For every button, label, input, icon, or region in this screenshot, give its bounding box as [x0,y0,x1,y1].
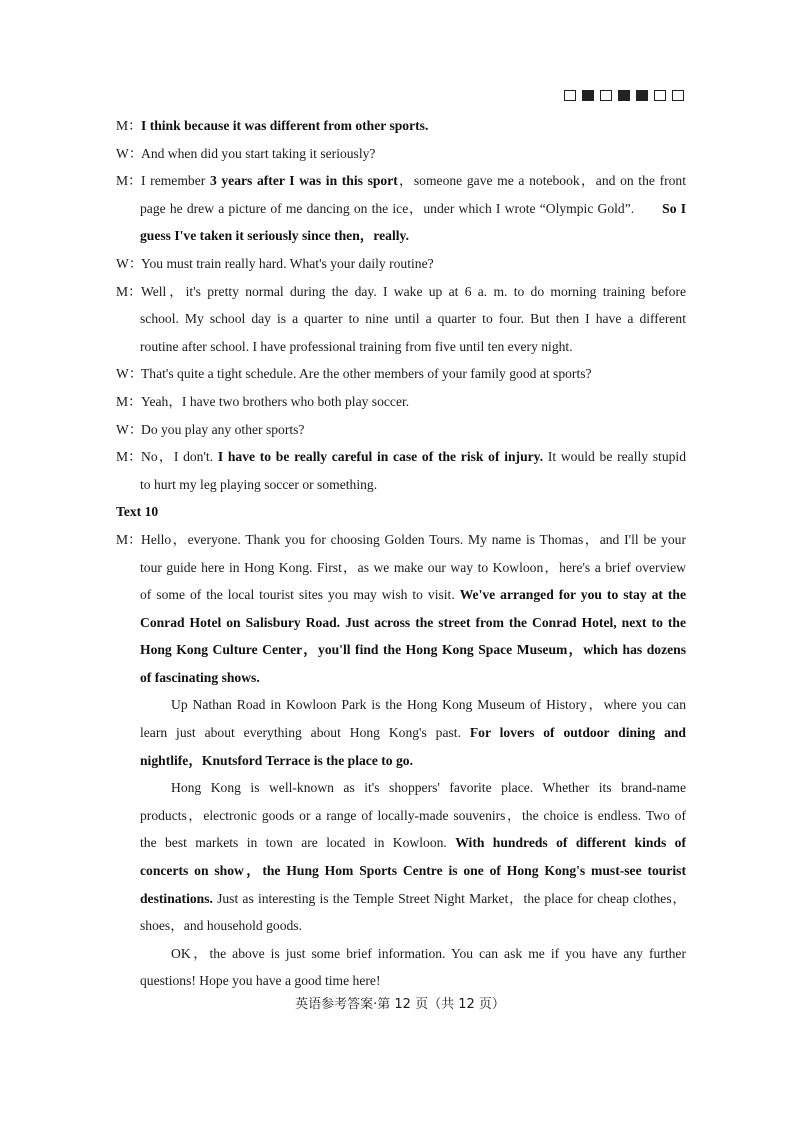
line-text: ，someone gave me a notebook，and on the front [397,173,686,189]
dialogue-line-m3-cont [116,305,686,333]
answer-highlight: We've arranged for you to stay at the [459,587,686,603]
speaker-label: M： [116,531,142,547]
answer-highlight: I have to be really careful in case of the risk of injury. [217,449,544,465]
header-square-2 [582,90,594,101]
section-heading-text: Text 10 [116,504,159,520]
header-square-6 [654,90,666,101]
header-square-4 [618,90,630,101]
answer-highlight: concerts on show，the Hung Hom Sports Centre is one of Hong Kong's must-see tourist [140,863,686,879]
dialogue-line-m3 [116,278,686,306]
line-text: And when did you start taking it seriously? [141,145,376,161]
answer-highlight: 3 years after I was in this sport [209,173,398,189]
answer-highlight: guess I've taken it seriously since then，really. [140,228,409,244]
speaker-label: W： [116,145,143,161]
line-text: questions! Hope you have a good time here! [140,973,381,989]
speaker-label: W： [116,255,143,271]
monologue-line [116,829,686,857]
monologue-line [116,526,686,554]
line-text: to hurt my leg playing soccer or something. [140,476,378,492]
speaker-label: M： [116,393,142,409]
answer-highlight: Conrad Hotel on Salisbury Road. Just across the street from the Conrad Hotel, next to the [140,614,686,630]
section-heading [116,498,686,526]
answer-highlight: nightlife，Knutsford Terrace is the place to go. [140,752,413,768]
line-text: Hello，everyone. Thank you for choosing Golden Tours. My name is Thomas，and I'll be your [141,531,686,547]
line-text: Well，it's pretty normal during the day. I wake up at 6 a. m. to do morning training before [141,283,686,299]
header-square-7 [672,90,684,101]
line-text: school. My school day is a quarter to nine until a quarter to four. But then I have a different [140,311,686,327]
dialogue-line-m5-cont [116,471,686,499]
answer-highlight: of fascinating shows. [140,669,260,685]
monologue-line [116,554,686,582]
dialogue-line-w2 [116,250,686,278]
line-text: That's quite a tight schedule. Are the other members of your family good at sports? [141,366,592,382]
monologue-line [116,719,686,747]
monologue-line [116,774,686,802]
line-text: Just as interesting is the Temple Street Night Market，the place for cheap clothes， [212,890,686,906]
monologue-line [116,912,686,940]
line-text: Yeah，I have two brothers who both play soccer. [141,393,410,409]
line-text: learn just about everything about Hong Kong's past. [140,725,470,741]
dialogue-line-m3-cont [116,333,686,361]
answer-highlight: I think because it was different from other sports. [141,118,429,133]
line-text: It would be really stupid [543,449,686,465]
monologue-line [116,802,686,830]
monologue-line [116,967,686,995]
dialogue-line-w4 [116,416,686,444]
line-text: Up Nathan Road in Kowloon Park is the Hong Kong Museum of History，where you can [171,697,686,713]
dialogue-line-m2-cont [116,222,686,250]
dialogue-line-m2 [116,167,686,195]
line-text: products，electronic goods or a range of locally-made souvenirs，the choice is endless. Two of [140,807,686,823]
transcript-content [116,112,686,995]
answer-highlight: So I [662,200,686,216]
monologue-line [116,664,686,692]
answer-highlight: With hundreds of different kinds of [455,835,686,851]
line-text: Do you play any other sports? [141,421,305,437]
line-text: Hong Kong is well-known as it's shoppers' favorite place. Whether its brand-name [171,780,686,796]
line-text: page he drew a picture of me dancing on the ice，under which I wrote “Olympic Gold”. [140,200,635,216]
dialogue-line-m1 [116,112,686,140]
answer-highlight: Hong Kong Culture Center，you'll find the Hong Kong Space Museum，which has dozens [140,642,686,658]
speaker-label: M： [116,283,142,299]
dialogue-line-w3 [116,360,686,388]
monologue-line [116,747,686,775]
speaker-label: M： [116,173,142,189]
header-square-5 [636,90,648,101]
speaker-label: M： [116,118,142,133]
dialogue-line-w1 [116,140,686,168]
line-text: tour guide here in Hong Kong. First，as we make our way to Kowloon，here's a brief overview [140,559,686,575]
dialogue-line-m4 [116,388,686,416]
monologue-line [116,857,686,885]
monologue-line [116,885,686,913]
speaker-label: W： [116,421,143,437]
header-squares [564,90,684,101]
monologue-line [116,581,686,609]
line-text: the best markets in town are located in Kowloon. [140,835,456,851]
answer-highlight: destinations. [140,890,213,906]
speaker-label: M： [116,449,142,465]
speaker-label: W： [116,366,143,382]
dialogue-line-m2-cont [116,195,686,223]
answer-highlight: For lovers of outdoor dining and [469,725,686,741]
line-text: routine after school. I have professional training from five until ten every night. [140,338,573,354]
line-text: No，I don't. [141,449,218,465]
line-text: OK，the above is just some brief information. You can ask me if you have any further [171,945,686,961]
header-square-1 [564,90,576,101]
monologue-line [116,691,686,719]
line-text: You must train really hard. What's your daily routine? [141,255,434,271]
line-text: I remember [141,173,210,189]
dialogue-line-m5 [116,443,686,471]
monologue-line [116,940,686,968]
page-footer: 英语参考答案·第 12 页（共 12 页） [295,997,505,1012]
line-text: of some of the local tourist sites you may wish to visit. [140,587,460,603]
line-text: shoes，and household goods. [140,918,302,934]
header-square-3 [600,90,612,101]
monologue-line [116,636,686,664]
monologue-line [116,609,686,637]
